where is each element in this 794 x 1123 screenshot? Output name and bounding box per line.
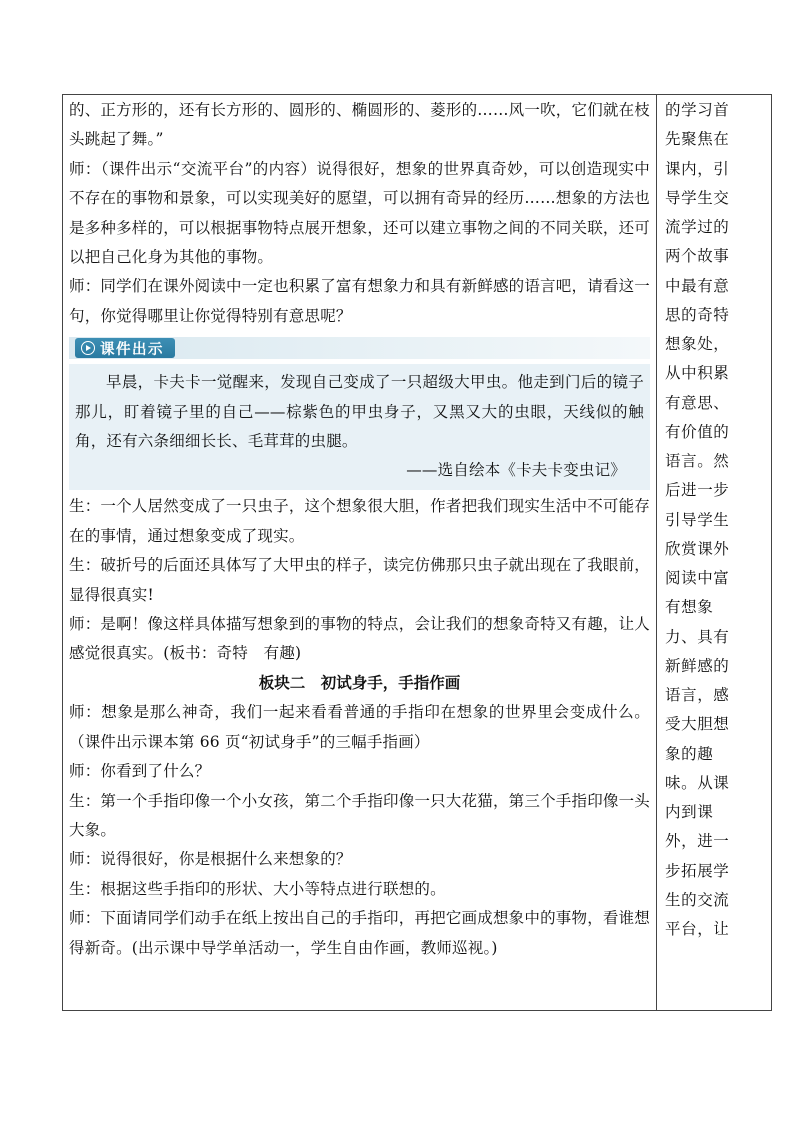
badge-label: 课件出示 (100, 341, 164, 358)
side-line: 新鲜感的 (665, 656, 730, 675)
excerpt-source: ——选自绘本《卡夫卡变虫记》 (406, 461, 626, 480)
paragraph-11: 生：根据这些手指印的形状、大小等特点进行联想的。 (69, 879, 446, 898)
side-line: 两个故事 (665, 247, 730, 266)
excerpt-box (69, 364, 650, 490)
side-line: 生的交流 (665, 890, 730, 909)
side-line: 平台，让 (665, 920, 730, 938)
side-line: 导学生交 (665, 188, 730, 207)
side-line: 先聚焦在 (665, 130, 730, 149)
side-line: 力、具有 (665, 627, 730, 646)
side-line: 外，进一 (665, 832, 730, 851)
design-intent-cell (657, 96, 772, 944)
side-line: 内到课 (665, 803, 714, 821)
paragraph-7: 师：想象是那么神奇，我们一起来看看普通的手指印在想象的世界里会变成什么。（课件出示课本第 66 页“初试身手”的三幅手指画） (69, 703, 650, 751)
paragraph-8: 师：你看到了什么？ (69, 762, 211, 781)
courseware-banner (69, 337, 650, 359)
side-line: 的学习首 (665, 101, 730, 119)
side-line: 欣赏课外 (665, 539, 730, 558)
paragraph-4: 生：一个人居然变成了一只虫子，这个想象很大胆，作者把我们现实生活中不可能存在的事情，通过想象变成了现实。 (69, 497, 650, 545)
side-line: 语言，感 (665, 686, 730, 704)
side-line: 味。从课 (665, 773, 730, 792)
play-icon (81, 341, 95, 355)
side-line: 有想象 (665, 598, 714, 617)
side-line: 语言。然 (665, 452, 730, 470)
side-line: 受大胆想 (665, 715, 730, 734)
side-line: 后进一步 (665, 481, 730, 500)
paragraph-9: 生：第一个手指印像一个小女孩，第二个手指印像一只大花猫，第三个手指印像一头大象。 (69, 791, 650, 839)
teaching-process-cell (62, 96, 656, 963)
side-line: 中最有意 (665, 276, 730, 295)
side-line: 步拓展学 (665, 861, 730, 880)
courseware-badge (75, 338, 175, 358)
side-line: 想象处， (665, 335, 730, 353)
section-heading: 板块二 初试身手，手指作画 (258, 673, 461, 692)
side-line: 象的趣 (665, 744, 714, 763)
side-line: 有价值的 (665, 422, 730, 441)
paragraph-10: 师：说得很好，你是根据什么来想象的？ (69, 850, 352, 869)
paragraph-12: 师：下面请同学们动手在纸上按出自己的手指印，再把它画成想象中的事物，看谁想得新奇。(出示课中导学单活动一，学生自由作画，教师巡视。) (69, 909, 650, 957)
paragraph-1: 的、正方形的，还有长方形的、圆形的、椭圆形的、菱形的……风一吹，它们就在枝头跳起了舞。” (69, 101, 650, 149)
side-line: 从中积累 (665, 364, 730, 383)
side-line: 引导学生 (665, 510, 730, 529)
paragraph-2: 师：（课件出示“交流平台”的内容）说得很好，想象的世界真奇妙，可以创造现实中不存在的事物和景象，可以实现美好的愿望，可以拥有奇异的经历……想象的方法也是多种多样的，可以根据事物特点展开想象，还可以建立事物之间的不同关联，还可以把自己化身为其他的事物。 (69, 159, 650, 267)
side-line: 流学过的 (665, 218, 730, 236)
side-line: 阅读中富 (665, 569, 730, 587)
paragraph-5: 生：破折号的后面还具体写了大甲虫的样子，读完仿佛那只虫子就出现在了我眼前，显得很真实! (69, 556, 650, 604)
excerpt-text: 早晨，卡夫卡一觉醒来，发现自己变成了一只超级大甲虫。他走到门后的镜子那儿，盯着镜子里的自己——棕紫色的甲虫身子，又黑又大的虫眼，天线似的触角，还有六条细细长长、毛茸茸的虫腿。 (75, 373, 644, 450)
side-line: 思的奇特 (665, 305, 730, 324)
paragraph-3: 师：同学们在课外阅读中一定也积累了富有想象力和具有新鲜感的语言吧，请看这一句，你觉得哪里让你觉得特别有意思呢？ (69, 277, 650, 325)
side-line: 课内，引 (665, 159, 730, 178)
side-line: 有意思、 (665, 393, 730, 412)
paragraph-6: 师：是啊！像这样具体描写想象到的事物的特点，会让我们的想象奇特又有趣，让人感觉很真实。(板书：奇特 有趣) (69, 615, 650, 663)
